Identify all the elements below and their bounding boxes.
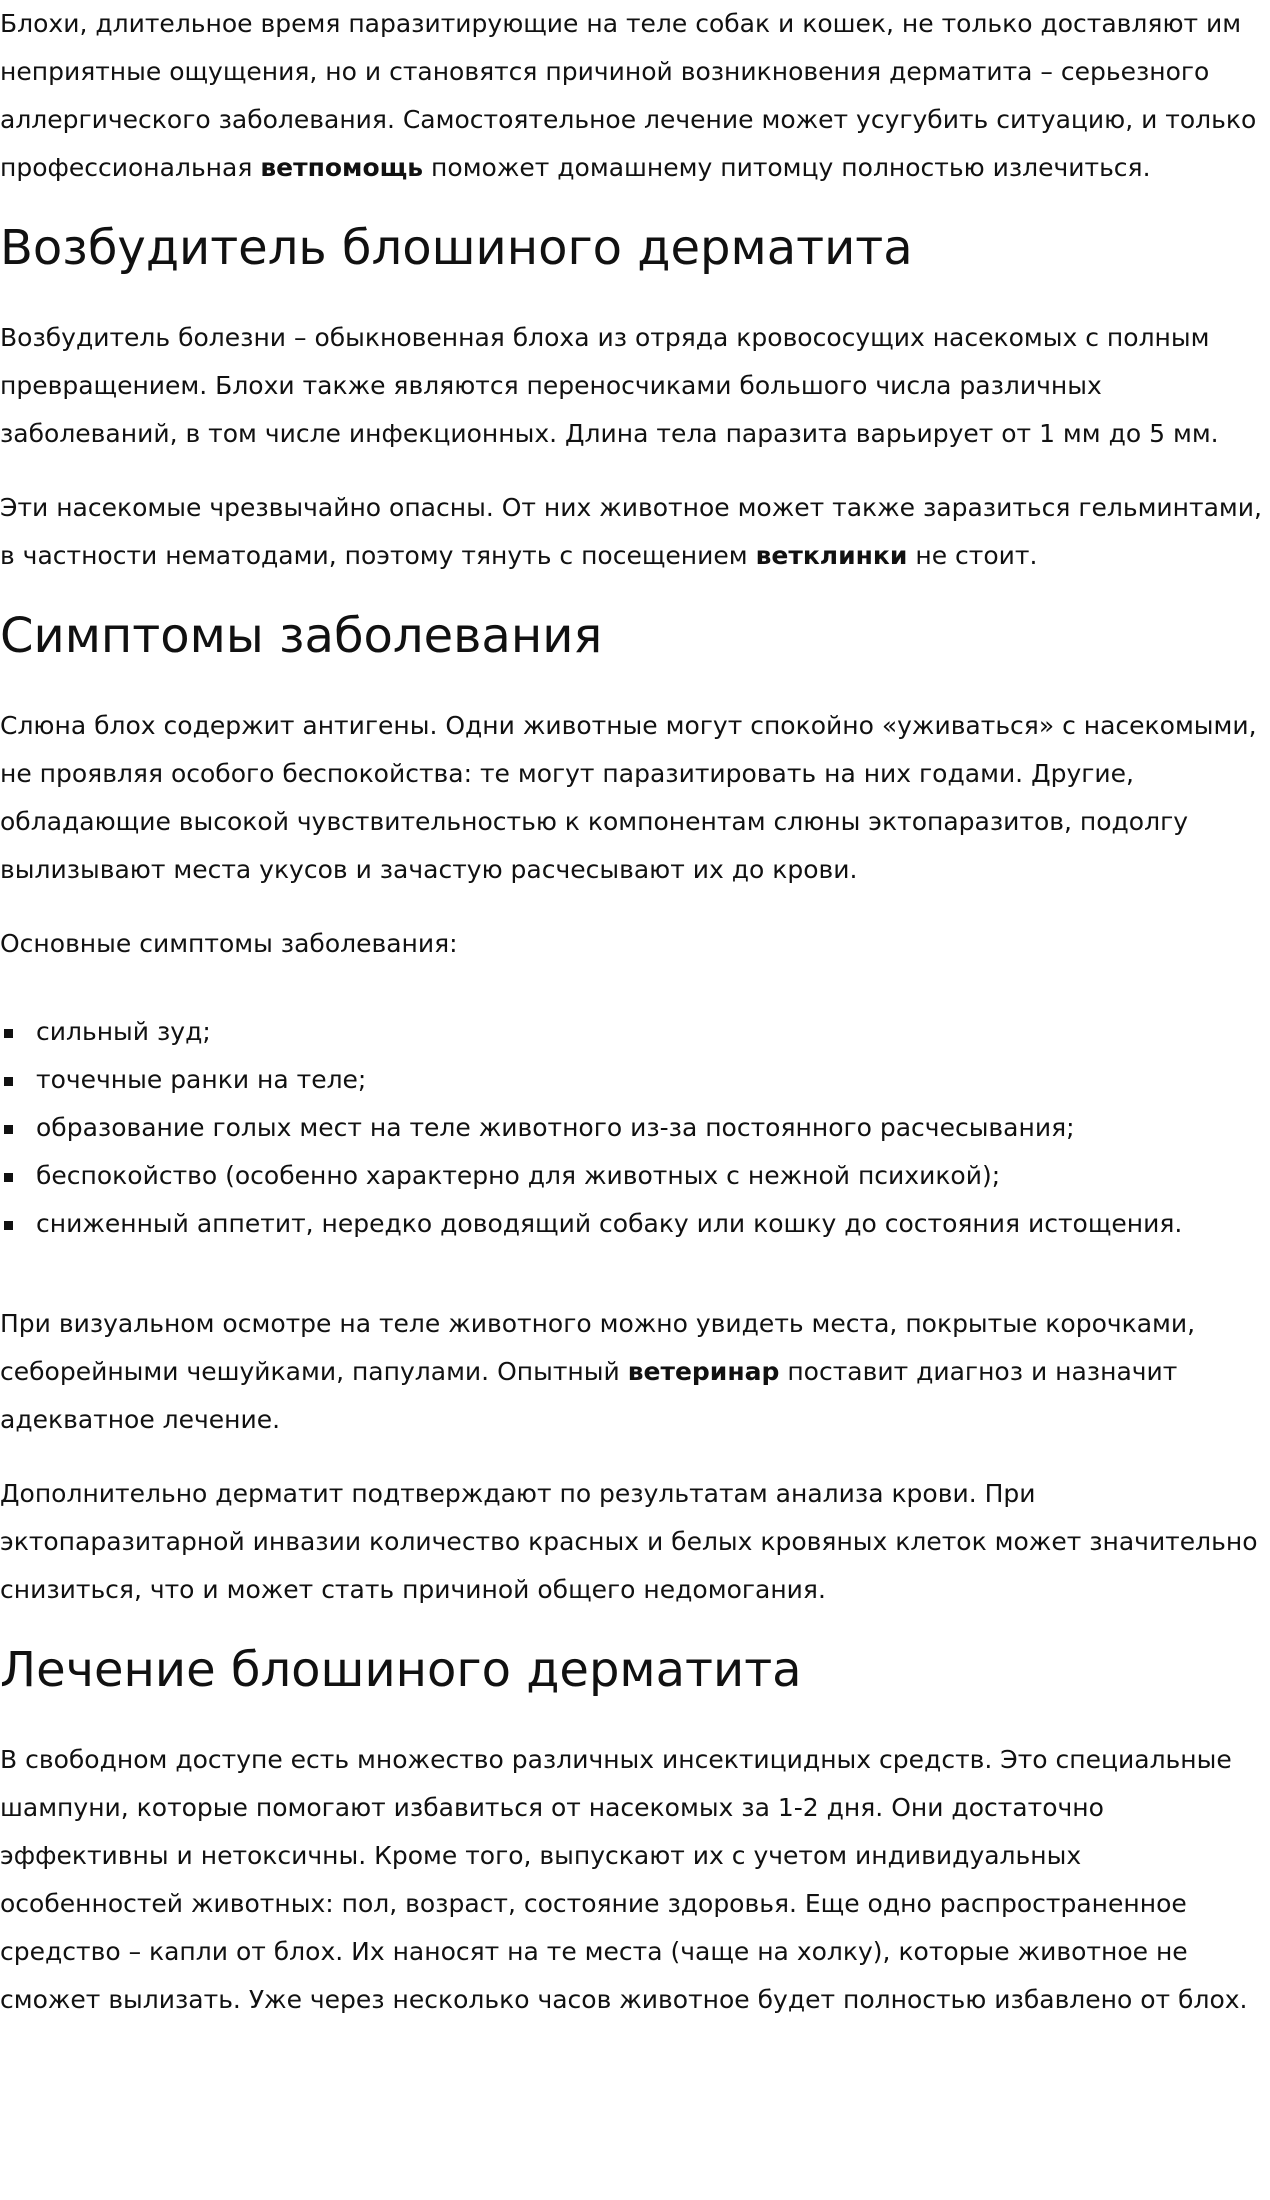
symptoms-p2-after: поставит диагноз и назначит адекватное лечение. [0,1357,1178,1434]
list-item: сниженный аппетит, нередко доводящий собаку или кошку до состояния истощения. [0,1200,1270,1248]
intro-text-before: Блохи, длительное время паразитирующие на теле собак и кошек, не только доставляют им неприятные ощущения, но и становятся причиной возникновения дерматита – серьезного аллергического заболевания. Самостоятельное лечение может усугубить ситуацию, и только профессиональная [0,9,1257,182]
square-bullet-icon [4,1077,13,1086]
list-item: образование голых мест на теле животного из-за постоянного расчесывания; [0,1104,1270,1152]
symptoms-paragraph-2 [0,1300,1266,1444]
treatment-paragraph-1: В свободном доступе есть множество различных инсектицидных средств. Это специальные шампуни, которые помогают избавиться от насекомых за 1-2 дня. Они достаточно эффективны и нетоксичны. Кроме того, выпускают их с учетом индивидуальных особенностей животных: пол, возраст, состояние здоровья. Еще одно распространенное средство – капли от блох. Их наносят на те места (чаще на холку), которые животное не сможет вылизать. Уже через несколько часов животное будет полностью избавлено от блох. [0,1745,1248,2014]
square-bullet-icon [4,1173,13,1182]
symptoms-list-intro: Основные симптомы заболевания: [0,929,458,958]
symptoms-paragraph-1: Слюна блох содержит антигены. Одни животные могут спокойно «уживаться» с насекомыми, не проявляя особого беспокойства: те могут паразитировать на них годами. Другие, обладающие высокой чувствительностью к компонентам слюны эктопаразитов, подолгу вылизывают места укусов и зачастую расчесывают их до крови. [0,711,1257,884]
symptoms-p2-before: При визуальном осмотре на теле животного можно увидеть места, покрытые корочками, себорейными чешуйками, папулами. Опытный [0,1309,1196,1386]
intro-bold-vethelp: ветпомощь [260,153,424,182]
pathogen-p2-before: Эти насекомые чрезвычайно опасны. От них животное может также заразиться гельминтами, в частности нематодами, поэтому тянуть с посещением [0,493,1262,570]
square-bullet-icon [4,1125,13,1134]
heading-pathogen: Возбудитель блошиного дерматита [0,220,913,276]
symptoms-paragraph-3: Дополнительно дерматит подтверждают по результатам анализа крови. При эктопаразитарной инвазии количество красных и белых кровяных клеток может значительно снизиться, что и может стать причиной общего недомогания. [0,1479,1258,1604]
list-item: сильный зуд; [0,1008,1270,1056]
square-bullet-icon [4,1029,13,1038]
heading-symptoms: Симптомы заболевания [0,608,603,664]
heading-treatment: Лечение блошиного дерматита [0,1642,802,1698]
symptoms-list [0,1008,1270,1248]
pathogen-p2-after: не стоит. [907,541,1038,570]
symptoms-bold-vet: ветеринар [627,1357,780,1386]
list-item: точечные ранки на теле; [0,1056,1270,1104]
pathogen-paragraph-1: Возбудитель болезни – обыкновенная блоха из отряда кровососущих насекомых с полным превращением. Блохи также являются переносчиками большого числа различных заболеваний, в том числе инфекционных. Длина тела паразита варьирует от 1 мм до 5 мм. [0,323,1219,448]
pathogen-paragraph-2 [0,484,1266,580]
intro-text-after: поможет домашнему питомцу полностью излечиться. [423,153,1151,182]
intro-paragraph [0,0,1266,192]
square-bullet-icon [4,1221,13,1230]
list-item: беспокойство (особенно характерно для животных с нежной психикой); [0,1152,1270,1200]
pathogen-bold-clinic: ветклинки [755,541,908,570]
